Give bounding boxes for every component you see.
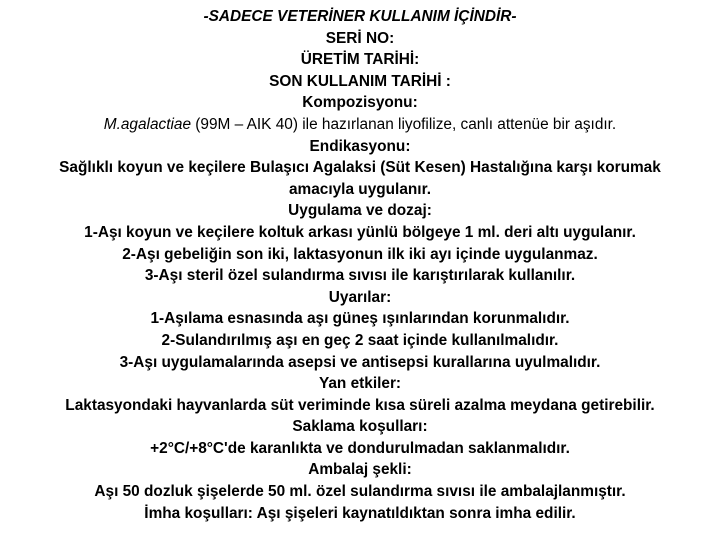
warning-item-2: 2-Sulandırılmış aşı en geç 2 saat içinde kullanılmalıdır. — [161, 331, 559, 349]
serial-no-label: SERİ NO: — [325, 29, 395, 47]
production-date-label: ÜRETİM TARİHİ: — [300, 51, 420, 69]
composition-text — [0, 114, 720, 136]
indication-text-line-1: Sağlıklı koyun ve keçilere Bulaşıcı Agalaksi (Süt Kesen) Hastalığına karşı korumak — [59, 159, 661, 177]
composition-heading: Kompozisyonu: — [302, 94, 418, 112]
packaging-heading: Ambalaj şekli: — [308, 461, 412, 479]
warnings-heading: Uyarılar: — [328, 288, 392, 306]
expiry-date-label: SON KULLANIM TARİHİ : — [269, 72, 451, 90]
packaging-text: Aşı 50 dozluk şişelerde 50 ml. özel sulandırma sıvısı ile ambalajlanmıştır. — [94, 483, 626, 501]
vaccine-leaflet — [0, 6, 720, 536]
application-item-2: 2-Aşı gebeliğin son iki, laktasyonun ilk iki ayı içinde uygulanmaz. — [122, 245, 598, 263]
storage-text: +2°C/+8°C'de karanlıkta ve dondurulmadan saklanmalıdır. — [150, 439, 570, 457]
application-item-1: 1-Aşı koyun ve keçilere koltuk arkası yünlü bölgeye 1 ml. deri altı uygulanır. — [84, 223, 636, 241]
application-item-3: 3-Aşı steril özel sulandırma sıvısı ile karıştırılarak kullanılır. — [144, 267, 576, 285]
indication-text-line-2: amacıyla uygulanır. — [288, 180, 431, 198]
side-effects-text: Laktasyondaki hayvanlarda süt veriminde kısa süreli azalma meydana getirebilir. — [65, 396, 655, 414]
disposal-text: İmha koşulları: Aşı şişeleri kaynatıldıktan sonra imha edilir. — [144, 504, 576, 522]
application-heading: Uygulama ve dozaj: — [288, 202, 432, 220]
indication-heading: Endikasyonu: — [309, 137, 411, 155]
warning-item-3: 3-Aşı uygulamalarında asepsi ve antisepsi kurallarına uyulmalıdır. — [119, 353, 601, 371]
composition-organism: M.agalactiae — [103, 115, 192, 133]
veterinary-use-header: -SADECE VETERİNER KULLANIM İÇİNDİR- — [203, 8, 517, 25]
composition-description: (99M – AIK 40) ile hazırlanan liyofilize, canlı attenüe bir aşıdır. — [191, 115, 617, 133]
storage-heading: Saklama koşulları: — [292, 418, 428, 436]
side-effects-heading: Yan etkiler: — [318, 375, 402, 393]
warning-item-1: 1-Aşılama esnasında aşı güneş ışınlarından korunmalıdır. — [150, 310, 570, 328]
